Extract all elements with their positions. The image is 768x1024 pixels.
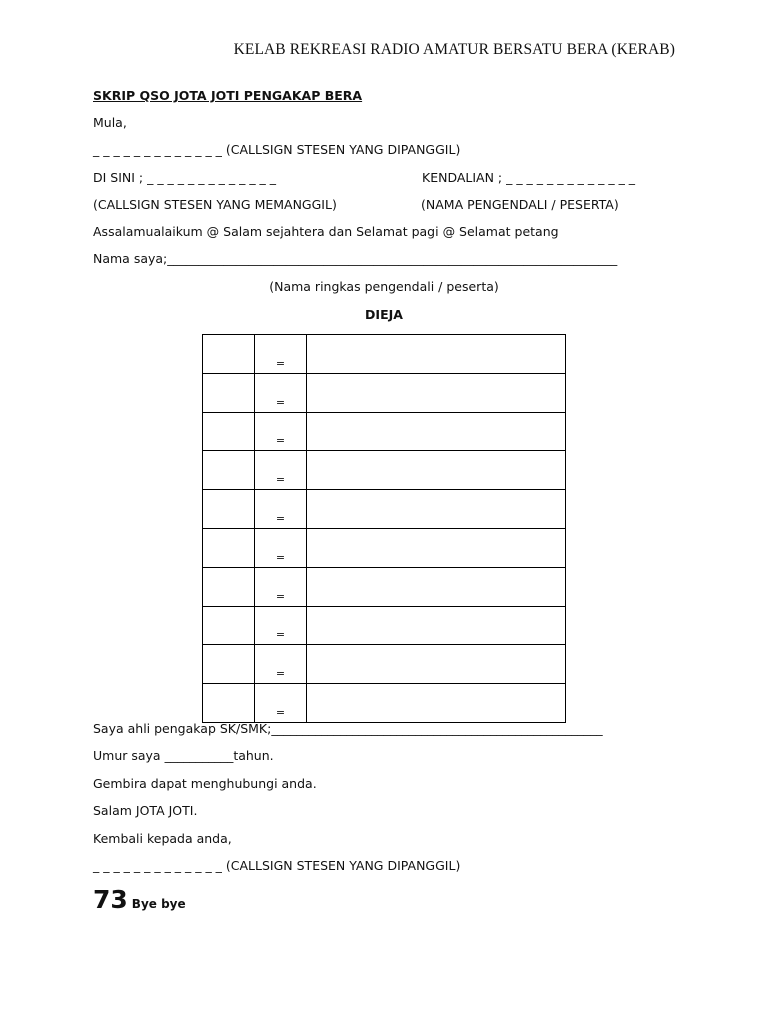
member-line: Saya ahli pengakap SK/SMK;_____________________________________________________ xyxy=(93,721,603,736)
letter-cell[interactable] xyxy=(203,684,255,723)
letter-cell[interactable] xyxy=(203,567,255,606)
sign-off-number: 73 xyxy=(93,885,128,914)
spelling-heading: DIEJA xyxy=(365,307,403,322)
operator-line: KENDALIAN ; _ _ _ _ _ _ _ _ _ _ _ _ _ xyxy=(422,170,636,185)
spelling-row xyxy=(203,645,566,684)
happy-line: Gembira dapat menghubungi anda. xyxy=(93,776,317,791)
spelling-row xyxy=(203,606,566,645)
sign-off-text: Bye bye xyxy=(131,897,186,911)
phonetic-word-cell[interactable] xyxy=(307,335,566,374)
spelling-row xyxy=(203,451,566,490)
equals-cell: = xyxy=(255,528,307,567)
spelling-row xyxy=(203,684,566,723)
phonetic-word-cell[interactable] xyxy=(307,606,566,645)
letter-cell[interactable] xyxy=(203,373,255,412)
equals-cell: = xyxy=(255,412,307,451)
club-header: KELAB REKREASI RADIO AMATUR BERSATU BERA (KERAB) xyxy=(233,41,675,58)
equals-cell: = xyxy=(255,684,307,723)
letter-cell[interactable] xyxy=(203,606,255,645)
here-callsign-line: DI SINI ; _ _ _ _ _ _ _ _ _ _ _ _ _ xyxy=(93,170,277,185)
phonetic-word-cell[interactable] xyxy=(307,645,566,684)
name-caption: (Nama ringkas pengendali / peserta) xyxy=(269,279,499,294)
phonetic-word-cell[interactable] xyxy=(307,528,566,567)
spelling-row xyxy=(203,567,566,606)
letter-cell[interactable] xyxy=(203,412,255,451)
age-line: Umur saya ___________tahun. xyxy=(93,748,274,763)
called-station-line: _ _ _ _ _ _ _ _ _ _ _ _ _ (CALLSIGN STESEN YANG DIPANGGIL) xyxy=(93,142,461,157)
greeting-line: Assalamualaikum @ Salam sejahtera dan Selamat pagi @ Selamat petang xyxy=(93,224,559,239)
phonetic-word-cell[interactable] xyxy=(307,412,566,451)
spelling-row xyxy=(203,412,566,451)
called-station-line-2: _ _ _ _ _ _ _ _ _ _ _ _ _ (CALLSIGN STESEN YANG DIPANGGIL) xyxy=(93,858,461,873)
letter-cell[interactable] xyxy=(203,451,255,490)
spelling-row xyxy=(203,528,566,567)
phonetic-word-cell[interactable] xyxy=(307,567,566,606)
letter-cell[interactable] xyxy=(203,335,255,374)
start-line: Mula, xyxy=(93,115,127,130)
operator-caption: (NAMA PENGENDALI / PESERTA) xyxy=(421,197,619,212)
phonetic-word-cell[interactable] xyxy=(307,684,566,723)
phonetic-word-cell[interactable] xyxy=(307,373,566,412)
name-line: Nama saya;________________________________________________________________________ xyxy=(93,251,618,266)
script-title: SKRIP QSO JOTA JOTI PENGAKAP BERA xyxy=(93,88,363,103)
spelling-row xyxy=(203,373,566,412)
spelling-table xyxy=(202,334,566,723)
phonetic-word-cell[interactable] xyxy=(307,451,566,490)
equals-cell: = xyxy=(255,490,307,529)
letter-cell[interactable] xyxy=(203,528,255,567)
equals-cell: = xyxy=(255,567,307,606)
letter-cell[interactable] xyxy=(203,645,255,684)
equals-cell: = xyxy=(255,373,307,412)
sign-off xyxy=(93,885,186,914)
calling-station-caption: (CALLSIGN STESEN YANG MEMANGGIL) xyxy=(93,197,337,212)
equals-cell: = xyxy=(255,451,307,490)
equals-cell: = xyxy=(255,335,307,374)
equals-cell: = xyxy=(255,606,307,645)
salam-line: Salam JOTA JOTI. xyxy=(93,803,198,818)
spelling-row xyxy=(203,335,566,374)
back-to-you-line: Kembali kepada anda, xyxy=(93,831,232,846)
phonetic-word-cell[interactable] xyxy=(307,490,566,529)
equals-cell: = xyxy=(255,645,307,684)
letter-cell[interactable] xyxy=(203,490,255,529)
spelling-row xyxy=(203,490,566,529)
